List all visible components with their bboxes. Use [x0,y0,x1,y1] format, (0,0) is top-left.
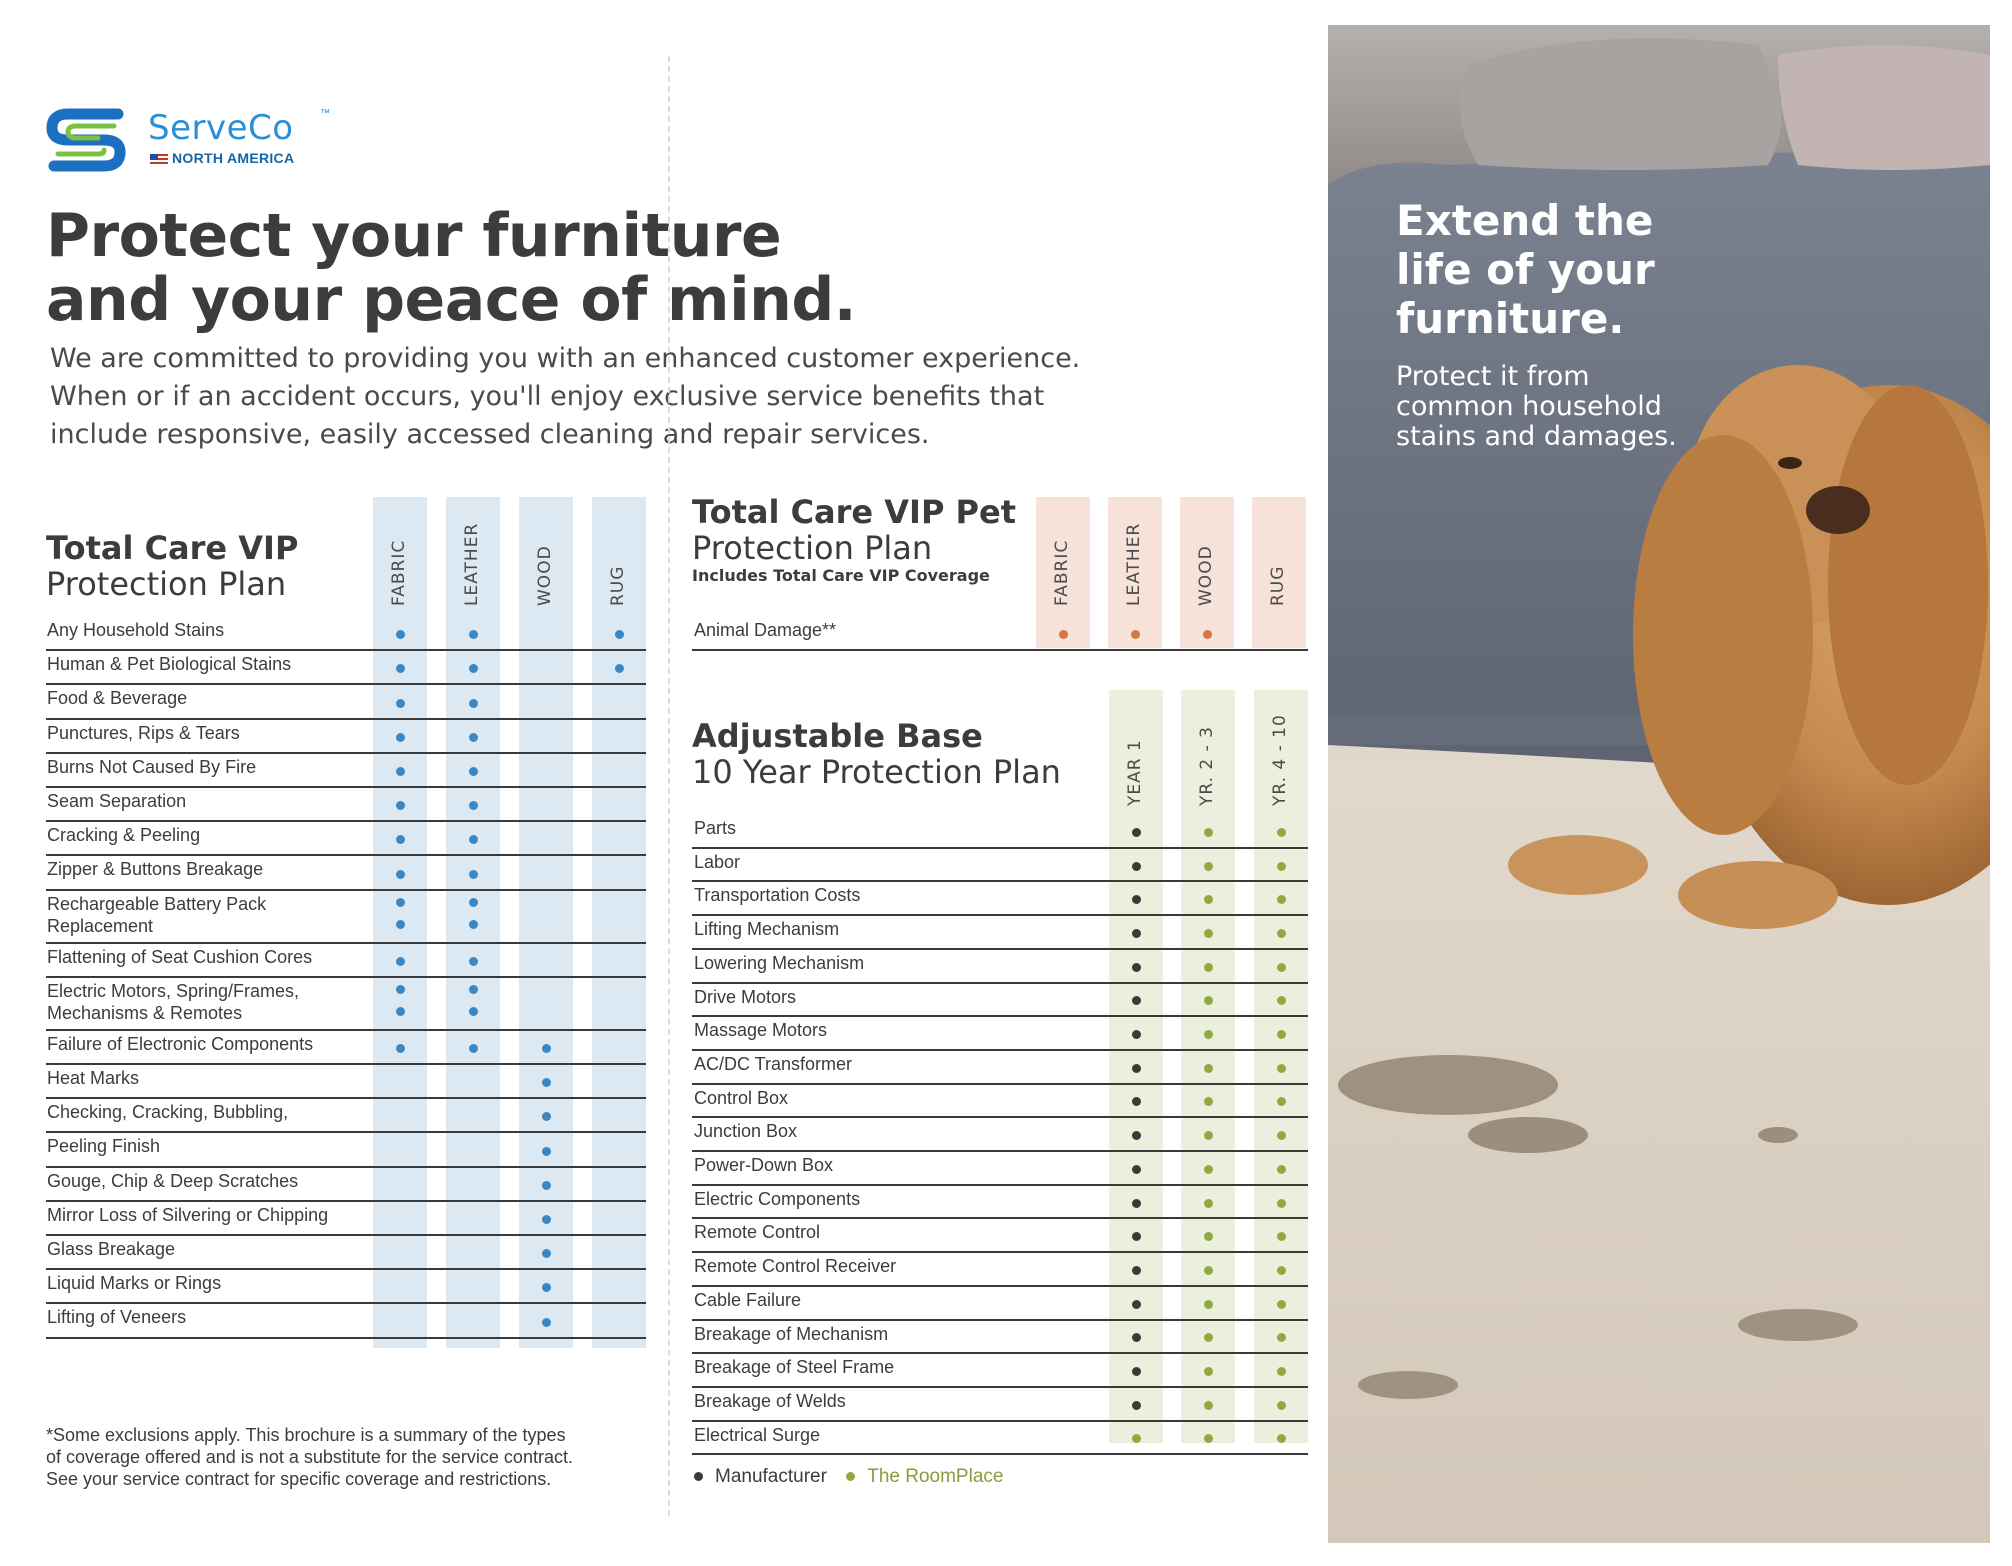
row-label: Glass Breakage [47,1239,176,1260]
intro-line-2: When or if an accident occurs, you'll enjoy exclusive service benefits that [50,381,1045,412]
legend [694,1466,1003,1488]
coverage-dot [542,1112,551,1121]
coverage-dot [1204,1367,1213,1376]
row-label: Failure of Electronic Components [47,1033,314,1054]
row-divider [692,1015,1308,1017]
row-label: Punctures, Rips & Tears [47,722,240,743]
serveco-logo [46,104,346,174]
coverage-dot [396,920,405,929]
coverage-dot [1277,828,1286,837]
row-label: Electric Motors, Spring/Frames, [47,980,300,1001]
us-flag-icon [150,154,168,164]
logo-region [150,150,294,166]
coverage-dot [1204,929,1213,938]
coverage-dot [469,920,478,929]
coverage-dot [1277,1064,1286,1073]
coverage-dot [469,957,478,966]
coverage-dot [469,1044,478,1053]
row-divider [692,847,1308,849]
coverage-dot [1132,1064,1141,1073]
row-label: Heat Marks [47,1068,140,1089]
coverage-dot [469,870,478,879]
coverage-dot [542,1044,551,1053]
coverage-dot [1132,1401,1141,1410]
coverage-dot [1132,996,1141,1005]
row-divider [692,914,1308,916]
row-label: Flattening of Seat Cushion Cores [47,946,313,967]
row-label: Cracking & Peeling [47,825,201,846]
coverage-dot [1132,828,1141,837]
coverage-dot [396,898,405,907]
coverage-dot [1132,929,1141,938]
base-title-normal: 10 Year Protection Plan [692,753,1061,791]
row-label: Cable Failure [694,1289,802,1310]
coverage-dot [542,1181,551,1190]
photo-heading-line-2: life of your [1396,245,1655,294]
row-label: Checking, Cracking, Bubbling, [47,1102,289,1123]
row-divider [46,1302,646,1304]
coverage-dot [1204,1165,1213,1174]
coverage-dot [469,733,478,742]
coverage-dot [1204,1266,1213,1275]
coverage-dot [1277,1401,1286,1410]
photo-sub-line-1: Protect it from [1396,361,1590,392]
coverage-dot [1132,1232,1141,1241]
coverage-dot [1277,862,1286,871]
coverage-dot [1277,1199,1286,1208]
coverage-dot [1204,1131,1213,1140]
row-label: Power-Down Box [694,1155,834,1175]
photo-heading [1396,196,1655,343]
coverage-dot [542,1318,551,1327]
photo-heading-line-1: Extend the [1396,196,1654,245]
row-divider [46,1063,646,1065]
coverage-dot [396,699,405,708]
row-label: Drive Motors [694,986,797,1007]
coverage-dot [1277,1131,1286,1140]
coverage-dot [1132,1434,1141,1443]
serveco-logo-icon [46,104,126,174]
row-label: Breakage of Mechanism [694,1323,889,1344]
row-label: Zipper & Buttons Breakage [47,859,264,880]
column-label: LEATHER [1124,522,1144,606]
coverage-dot [1132,1165,1141,1174]
row-label: Replacement [47,915,154,936]
row-divider [46,1234,646,1236]
coverage-dot [396,767,405,776]
coverage-dot [396,835,405,844]
row-label: Remote Control Receiver [694,1256,897,1277]
coverage-dot [469,985,478,994]
coverage-dot [469,835,478,844]
vip-title-normal: Protection Plan [46,565,287,603]
row-label: Lifting Mechanism [694,919,840,940]
row-divider [46,649,646,651]
coverage-dot [469,767,478,776]
row-divider [692,649,1308,651]
coverage-dot [1132,862,1141,871]
coverage-dot [396,1007,405,1016]
coverage-dot [1204,963,1213,972]
roomplace-dot-icon [846,1472,855,1481]
coverage-dot [469,1007,478,1016]
row-divider [692,1184,1308,1186]
row-divider [46,1029,646,1031]
row-divider [46,820,646,822]
coverage-dot [1277,1232,1286,1241]
column-label: YEAR 1 [1125,739,1145,806]
headline-line-2: and your peace of mind. [46,265,857,335]
photo-subtext [1396,362,1677,452]
coverage-dot [1277,895,1286,904]
row-divider [46,1131,646,1133]
coverage-dot [1277,929,1286,938]
coverage-dot [1204,1401,1213,1410]
coverage-dot [1132,1097,1141,1106]
base-title-bold: Adjustable Base [692,717,983,755]
vip-title [46,530,298,602]
row-divider [46,683,646,685]
coverage-dot [1059,630,1068,639]
coverage-dot [1132,1367,1141,1376]
coverage-dot [1277,1097,1286,1106]
row-divider [692,1453,1308,1455]
coverage-dot [1204,1030,1213,1039]
base-title [692,718,1061,790]
row-label: Mechanisms & Remotes [47,1002,243,1023]
row-label: Parts [694,818,737,838]
coverage-dot [1204,1300,1213,1309]
coverage-dot [542,1078,551,1087]
coverage-dot [396,664,405,673]
row-label: AC/DC Transformer [694,1053,853,1074]
row-divider [46,942,646,944]
vip-title-bold: Total Care VIP [46,529,299,567]
coverage-dot [1277,1434,1286,1443]
coverage-dot [1132,1199,1141,1208]
row-divider [46,976,646,978]
coverage-dot [1204,1232,1213,1241]
column-label: YR. 2 - 3 [1197,726,1217,806]
row-divider [46,889,646,891]
column-label: WOOD [535,545,555,606]
column-label: FABRIC [389,539,409,606]
coverage-dot [1204,828,1213,837]
coverage-dot [615,630,624,639]
coverage-dot [469,898,478,907]
row-divider [692,948,1308,950]
row-label: Control Box [694,1087,789,1108]
row-divider [692,1049,1308,1051]
coverage-dot [1203,630,1212,639]
row-label: Liquid Marks or Rings [47,1273,222,1294]
row-divider [46,718,646,720]
coverage-dot [1204,1434,1213,1443]
coverage-dot [1132,895,1141,904]
coverage-dot [542,1249,551,1258]
row-divider [46,1097,646,1099]
logo-trademark: ™ [320,108,330,119]
row-label: Massage Motors [694,1020,828,1041]
row-divider [46,854,646,856]
pet-title-note: Includes Total Care VIP Coverage [692,566,990,585]
coverage-dot [1204,1199,1213,1208]
row-label: Peeling Finish [47,1136,161,1157]
row-divider [692,982,1308,984]
coverage-dot [542,1215,551,1224]
row-divider [46,1166,646,1168]
legend-manufacturer: Manufacturer [715,1466,827,1487]
row-divider [692,1285,1308,1287]
row-label: Transportation Costs [694,885,861,906]
coverage-dot [1204,1333,1213,1342]
coverage-dot [469,801,478,810]
column-label: YR. 4 - 10 [1270,714,1290,806]
column-label: RUG [1268,565,1288,606]
row-divider [692,880,1308,882]
row-label: Gouge, Chip & Deep Scratches [47,1170,299,1191]
row-divider [692,1251,1308,1253]
coverage-dot [396,985,405,994]
column-label: RUG [608,565,628,606]
coverage-dot [1277,996,1286,1005]
coverage-dot [1277,963,1286,972]
pet-title-normal: Protection Plan [692,529,933,567]
row-label: Electric Components [694,1188,861,1209]
row-label: Seam Separation [47,791,187,811]
coverage-dot [1277,1367,1286,1376]
row-divider [46,1268,646,1270]
coverage-dot [1132,1131,1141,1140]
row-divider [46,752,646,754]
coverage-dot [469,630,478,639]
footnote-line-3: See your service contract for specific coverage and restrictions. [46,1469,552,1489]
logo-wordmark: ServeCo [148,108,294,148]
coverage-dot [1277,1300,1286,1309]
intro-paragraph [50,340,1150,454]
row-label: Junction Box [694,1121,798,1142]
row-divider [692,1150,1308,1152]
coverage-dot [1132,1300,1141,1309]
coverage-dot [1277,1030,1286,1039]
coverage-dot [396,957,405,966]
coverage-dot [542,1283,551,1292]
row-label: Lowering Mechanism [694,952,865,973]
pet-title-bold: Total Care VIP Pet [692,493,1016,531]
coverage-dot [1132,1333,1141,1342]
intro-line-3: include responsive, easily accessed cleaning and repair services. [50,419,930,450]
page-headline [46,201,857,335]
coverage-dot [469,699,478,708]
column-label: WOOD [1196,545,1216,606]
row-label: Breakage of Welds [694,1390,846,1411]
column-label: FABRIC [1052,539,1072,606]
photo-heading-line-3: furniture. [1396,294,1625,343]
row-label: Food & Beverage [47,688,188,709]
coverage-dot [615,664,624,673]
pet-title [692,494,1016,585]
row-label: Labor [694,851,741,872]
photo-sub-line-3: stains and damages. [1396,421,1677,452]
intro-line-1: We are committed to providing you with an enhanced customer experience. [50,343,1081,374]
row-divider [692,1116,1308,1118]
footnote-line-1: *Some exclusions apply. This brochure is a summary of the types [46,1425,566,1445]
coverage-dot [1132,1266,1141,1275]
row-divider [692,1217,1308,1219]
row-divider [692,1352,1308,1354]
headline-line-1: Protect your furniture [46,201,782,271]
coverage-dot [1277,1165,1286,1174]
coverage-dot [1131,630,1140,639]
photo-sub-line-2: common household [1396,391,1662,422]
coverage-dot [396,1044,405,1053]
coverage-dot [396,801,405,810]
manufacturer-dot-icon [694,1472,703,1481]
row-label: Breakage of Steel Frame [694,1357,895,1378]
coverage-dot [396,630,405,639]
coverage-dot [1132,963,1141,972]
coverage-dot [1132,1030,1141,1039]
row-divider [692,1386,1308,1388]
row-label: Remote Control [694,1222,821,1243]
row-label: Any Household Stains [47,620,225,640]
coverage-dot [469,664,478,673]
row-divider [46,786,646,788]
footnote [46,1424,573,1490]
center-divider [668,56,670,1516]
coverage-dot [542,1147,551,1156]
row-divider [692,1420,1308,1422]
column-label: LEATHER [462,522,482,606]
coverage-dot [1204,1064,1213,1073]
row-divider [46,1337,646,1339]
row-divider [692,1319,1308,1321]
row-label: Human & Pet Biological Stains [47,654,292,675]
row-label: Burns Not Caused By Fire [47,756,257,777]
coverage-dot [1204,895,1213,904]
coverage-dot [1277,1333,1286,1342]
row-label: Rechargeable Battery Pack [47,893,267,914]
coverage-dot [1277,1266,1286,1275]
column-rug [592,497,646,1348]
row-divider [46,1200,646,1202]
row-divider [692,1083,1308,1085]
legend-roomplace: The RoomPlace [867,1466,1004,1487]
row-label: Mirror Loss of Silvering or Chipping [47,1204,329,1225]
coverage-dot [1204,1097,1213,1106]
coverage-dot [1204,862,1213,871]
coverage-dot [1204,996,1213,1005]
row-label: Electrical Surge [694,1424,821,1445]
logo-region-text: NORTH AMERICA [172,150,295,166]
coverage-dot [396,733,405,742]
row-label: Lifting of Veneers [47,1307,187,1328]
row-label: Animal Damage** [694,620,837,640]
coverage-dot [396,870,405,879]
footnote-line-2: of coverage offered and is not a substitute for the service contract. [46,1447,573,1467]
